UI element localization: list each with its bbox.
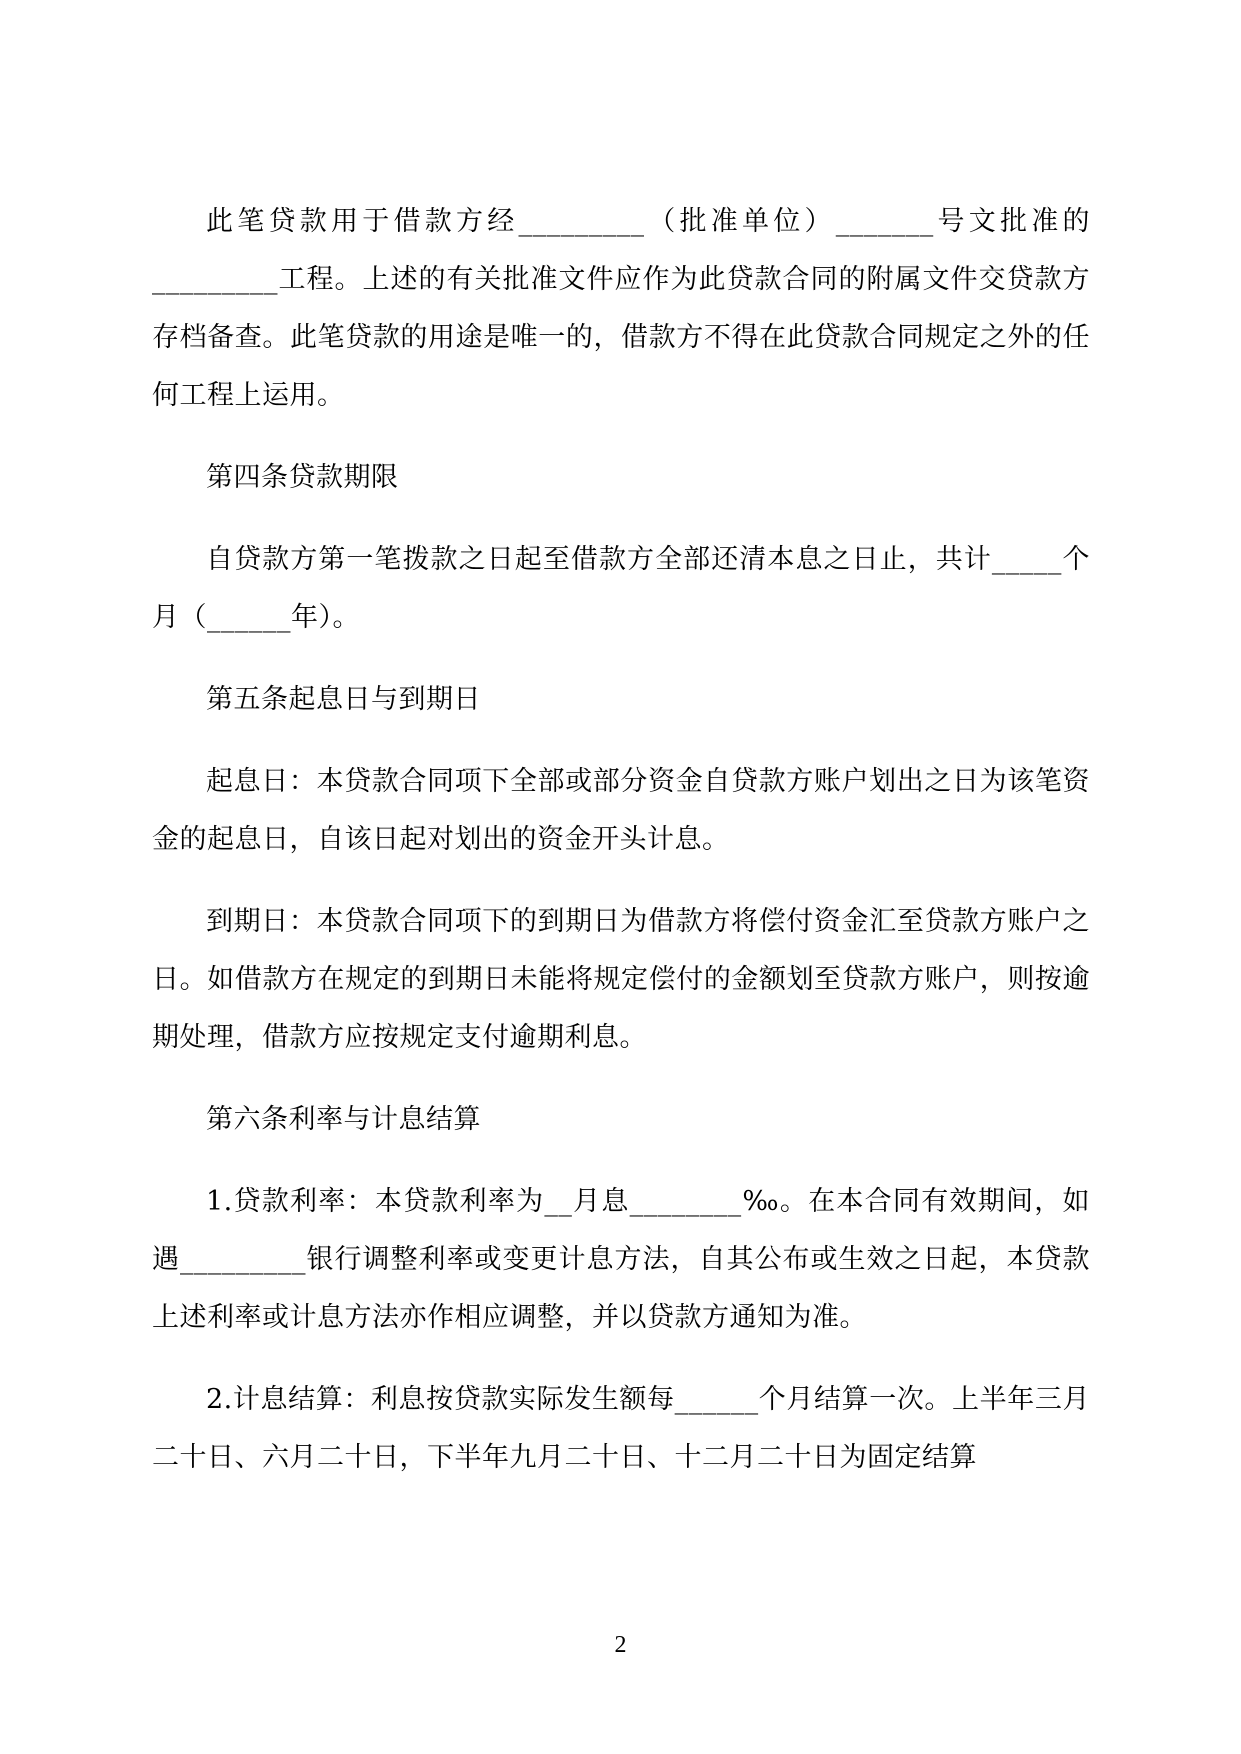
heading-article-6: 第六条利率与计息结算 — [206, 1104, 481, 1135]
paragraph-maturity-date: 到期日：本贷款合同项下的到期日为借款方将偿付资金汇至贷款方账户之日。如借款方在规定的到期日未能将规定偿付的金额划至贷款方账户，则按逾期处理，借款方应按规定支付逾期利息。 — [152, 906, 1090, 1053]
paragraph-gap — [152, 869, 1090, 893]
paragraph-gap — [152, 1347, 1090, 1371]
paragraph-gap — [152, 647, 1090, 671]
paragraph-gap — [152, 1149, 1090, 1173]
paragraph-gap — [152, 729, 1090, 753]
heading-article-4: 第四条贷款期限 — [206, 462, 399, 493]
paragraph-gap — [152, 507, 1090, 531]
paragraph-loan-purpose: 此笔贷款用于借款方经_________（批准单位）_______号文批准的_________工程。上述的有关批准文件应作为此贷款合同的附属文件交贷款方存档备查。此笔贷款的用途是唯一的，借款方不得在此贷款合同规定之外的任何工程上运用。 — [152, 206, 1090, 411]
paragraph-gap — [152, 1067, 1090, 1091]
page-number: 2 — [614, 1632, 627, 1658]
document-body — [152, 193, 1090, 1487]
paragraph-loan-term: 自贷款方第一笔拨款之日起至借款方全部还清本息之日止，共计_____个月（______年）。 — [152, 544, 1090, 633]
paragraph-interest-settlement: 2.计息结算：利息按贷款实际发生额每______个月结算一次。上半年三月二十日、六月二十日，下半年九月二十日、十二月二十日为固定结算 — [152, 1384, 1090, 1473]
paragraph-interest-rate: 1.贷款利率：本贷款利率为__月息________‰。在本合同有效期间，如遇_________银行调整利率或变更计息方法，自其公布或生效之日起，本贷款上述利率或计息方法亦作相应调整，并以贷款方通知为准。 — [152, 1186, 1090, 1333]
paragraph-gap — [152, 425, 1090, 449]
paragraph-value-date: 起息日：本贷款合同项下全部或部分资金自贷款方账户划出之日为该笔资金的起息日，自该日起对划出的资金开头计息。 — [152, 766, 1090, 855]
heading-article-5: 第五条起息日与到期日 — [206, 684, 481, 715]
